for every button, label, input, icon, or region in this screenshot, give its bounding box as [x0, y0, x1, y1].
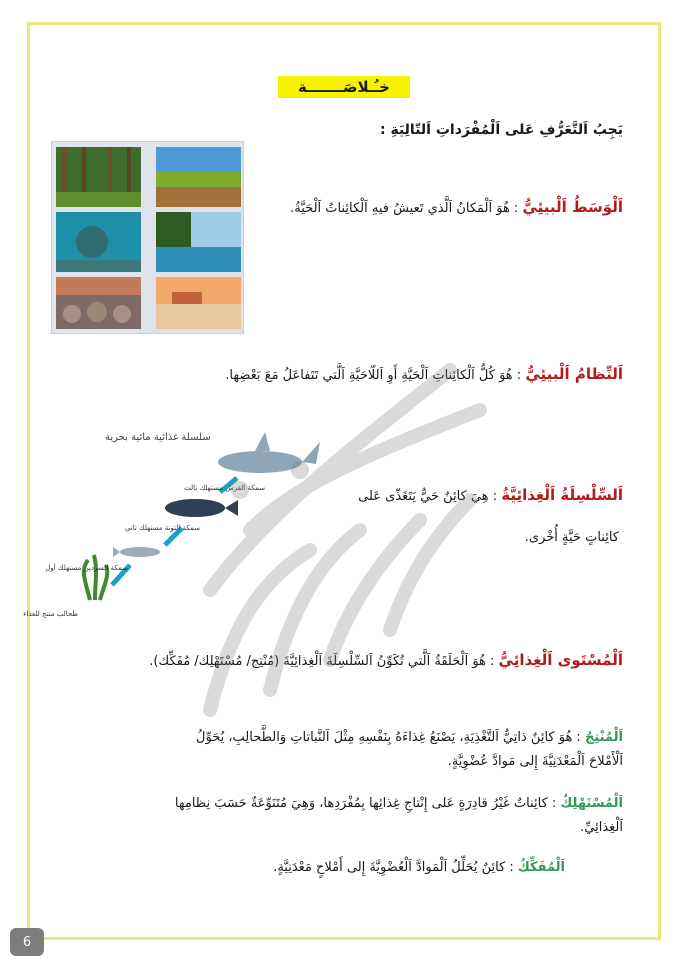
- sardine-label: سمكة السردين مستهلك أول: [45, 564, 128, 572]
- def-food-chain-cont: كائِناتٍ حَيَّةٍ أُخْرى.: [524, 530, 619, 545]
- environment-photos: [52, 142, 243, 333]
- def-consumer: اَلْمُسْتَهْلِكُ : كائِناتٌ غَيْرُ قادِرَةٍ عَلى إِنْتاجِ غِذائِها بِمُفْرَدِها، وَهِيَ مُتَنَوِّعَةٌ حَسَبَ نِظامِها: [174, 796, 623, 811]
- sardine-icon: [113, 547, 160, 557]
- food-chain-figure: [23, 420, 330, 620]
- def-environment: اَلْوَسَطُ اَلْبيئِيُّ : هُوَ اَلْمَكانُ اَلَّذي تَعيشُ فيهِ اَلْكائِناتُ اَلْحَيَّةُ.: [290, 198, 623, 216]
- def-producer: اَلْمُنْتِجُ : هُوَ كائِنٌ ذاتِيُّ اَلتَّغْذِيَةِ، يَصْنَعُ غِذاءَهُ بِنَفْسِهِ مِثْلَ اَلنَّباتاتِ وَالطَّحالِبِ، يُحَوِّلُ: [196, 730, 623, 745]
- page-number-badge: 6: [10, 928, 44, 956]
- def-decomposer: اَلْمُفَكِّكُ : كائِنٌ يُحَلِّلُ اَلْمَوادَّ اَلْعُضْوِيَّةَ إِلى أَمْلاحٍ مَعْدَنِيَّةٍ.: [273, 860, 565, 875]
- shark-icon: [218, 432, 320, 473]
- shark-label: سمكة القرش مستهلك ثالث: [184, 484, 265, 492]
- def-ecosystem: اَلنِّظامُ اَلْبيئِيُّ : هُوَ كُلُّ اَلْكائِناتِ اَلْحَيَّةِ أَوِ اَللّاحَيَّةِ اَلَّتي تَتَفاعَلُ مَعَ بَعْضِها.: [225, 365, 623, 383]
- algae-label: طحالب منتج للغذاء: [23, 610, 78, 618]
- intro-text: يَجِبُ اَلتَّعَرُّفِ عَلى اَلْمُفْرَداتِ اَلتّالِيَةِ :: [380, 122, 623, 138]
- def-food-chain: اَلسِّلْسِلَةُ اَلْغِذائِيَّةُ : هِيَ كائِنٌ حَيٌّ يَتَغَذّى عَلى: [358, 486, 623, 504]
- tuna-icon: [165, 499, 238, 517]
- def-consumer-cont: اَلْغِذائِيِّ.: [580, 820, 623, 835]
- environment-image-collage: [51, 141, 244, 334]
- algae-icon: [84, 555, 108, 600]
- summary-title: خـُـلاصَـــــــة: [278, 76, 410, 98]
- food-chain-figure-title: سلسلة غذائية مائية بحرية: [105, 432, 211, 443]
- def-trophic-level: اَلْمُسْتَوى اَلْغِذائِيُّ : هُوَ اَلْحَلَقَةُ اَلَّتي تُكَوِّنُ اَلسِّلْسِلَةَ اَلْغِذائِيَّةَ (مُنْتِج/ مُسْتَهْلِك/ مُفَكِّك).: [149, 651, 623, 669]
- def-producer-cont: اَلْأَمْلاحَ اَلْمَعْدَنِيَّةَ إِلى مَوادَّ عُضْوِيَّةٍ.: [447, 754, 623, 769]
- tuna-label: سمكة التونة مستهلك ثاني: [124, 524, 200, 532]
